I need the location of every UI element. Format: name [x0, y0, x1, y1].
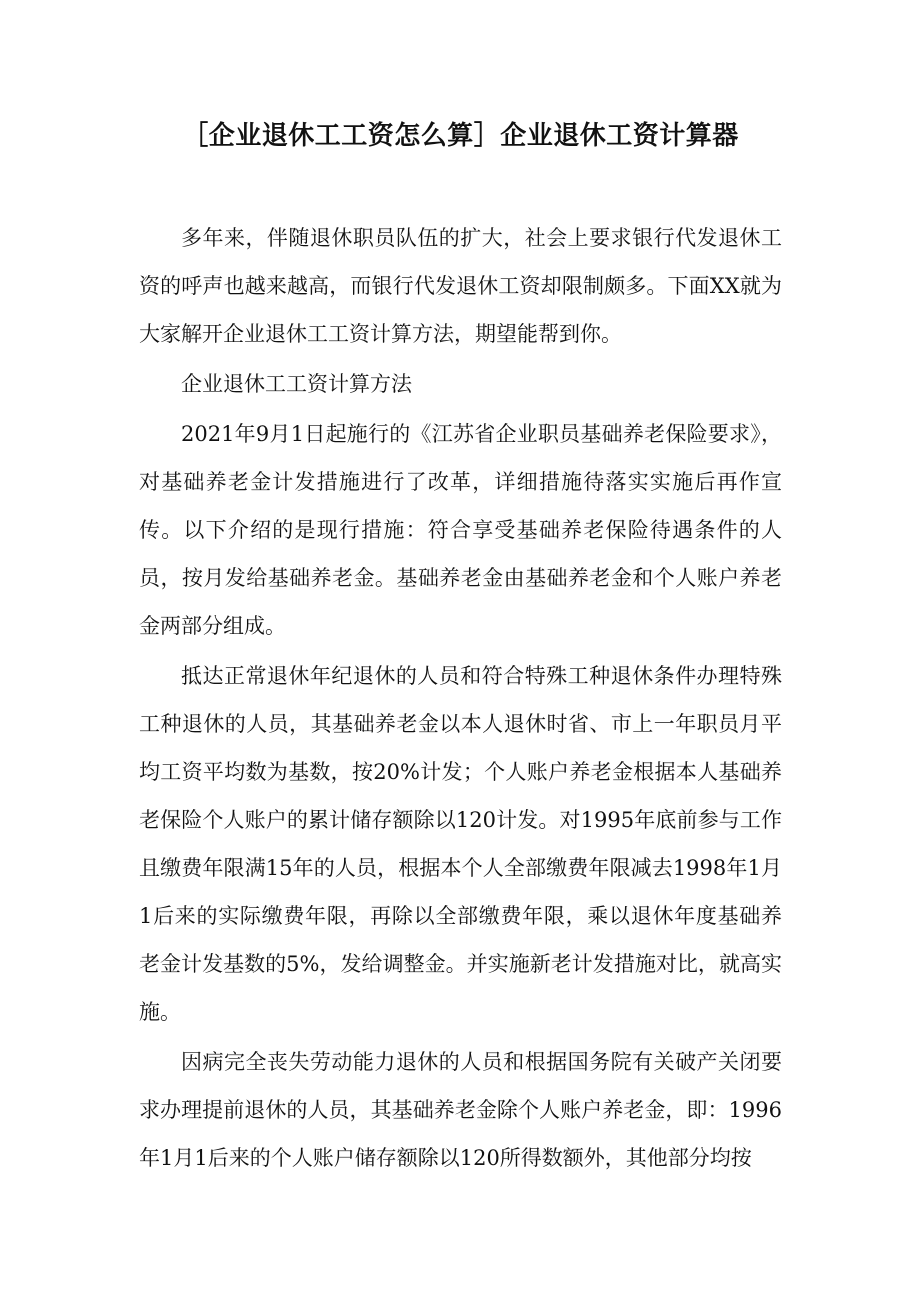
document-title: ［企业退休工工资怎么算］企业退休工资计算器 [182, 121, 739, 151]
paragraph-policy: 2021年9月1日起施行的《江苏省企业职员基础养老保险要求》，对基础养老金计发措施进行了改革，详细措施待落实实施后再作宣传。以下介绍的是现行措施：符合享受基础养老保险待遇条件的人员，按月发给基础养老金。基础养老金由基础养老金和个人账户养老金两部分组成。 [139, 422, 782, 638]
paragraph-calculation: 抵达正常退休年纪退休的人员和符合特殊工种退休条件办理特殊工种退休的人员，其基础养老金以本人退休时省、市上一年职员月平均工资平均数为基数，按20%计发；个人账户养老金根据本人基础养老保险个人账户的累计储存额除以120计发。对1995年底前参与工作且缴费年限满15年的人员，根据本个人全部缴费年限减去1998年1月1后来的实际缴费年限，再除以全部缴费年限，乘以退休年度基础养老金计发基数的5%，发给调整金。并实施新老计发措施对比，就高实施。 [139, 664, 782, 1024]
paragraph-intro: 多年来，伴随退休职员队伍的扩大，社会上要求银行代发退休工资的呼声也越来越高，而银行代发退休工资却限制颇多。下面XX就为大家解开企业退休工工资计算方法，期望能帮到你。 [139, 226, 782, 346]
paragraph-early-retirement: 因病完全丧失劳动能力退休的人员和根据国务院有关破产关闭要求办理提前退休的人员，其基础养老金除个人账户养老金，即：1996年1月1后来的个人账户储存额除以120所得数额外，其他部分均按 [139, 1050, 782, 1170]
paragraph-heading: 企业退休工工资计算方法 [181, 372, 412, 396]
document-body [139, 214, 782, 1182]
